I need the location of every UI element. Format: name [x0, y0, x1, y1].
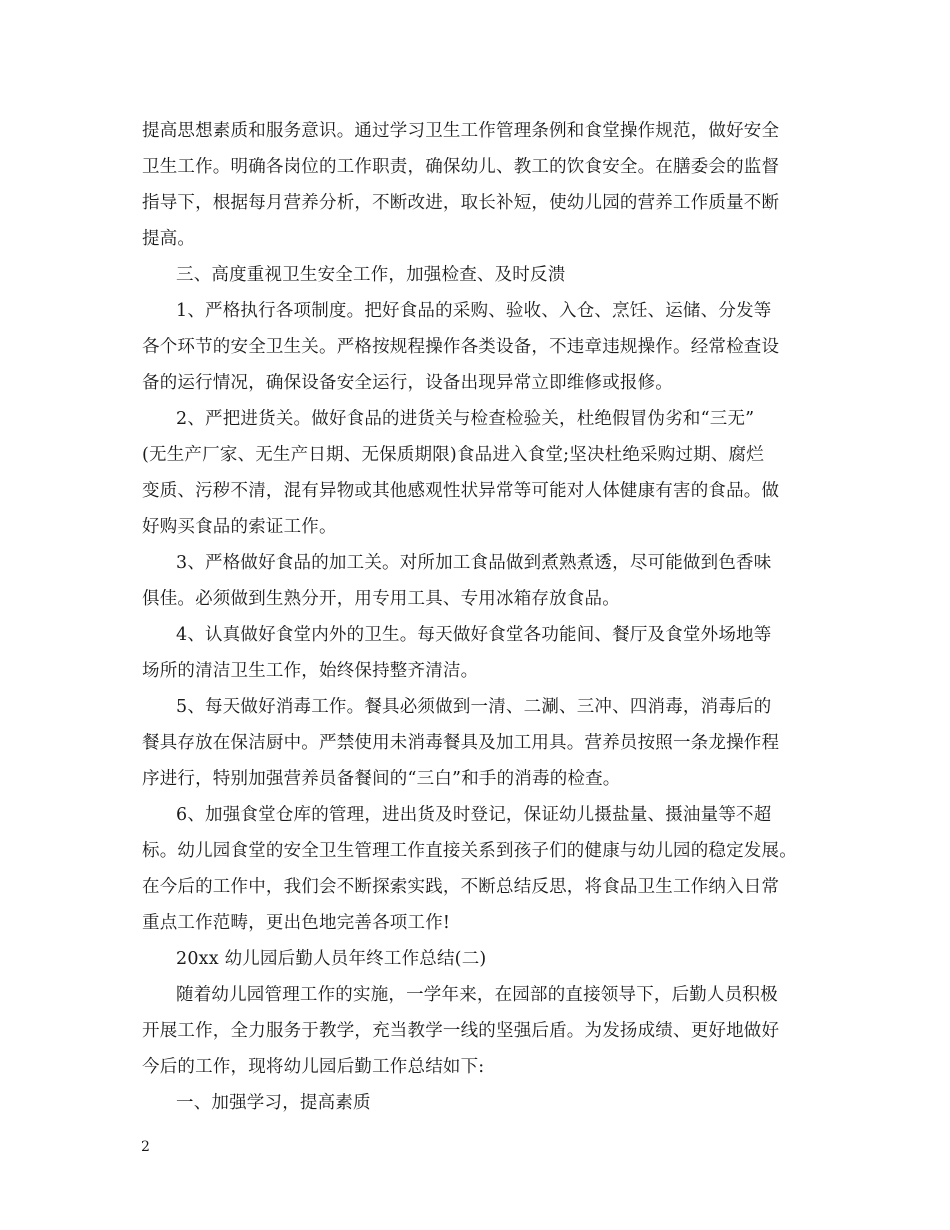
text-line: 好购买食品的索证工作。 — [142, 517, 337, 537]
text-line: 场所的清洁卫生工作，始终保持整齐清洁。 — [142, 661, 479, 681]
text-line: 在今后的工作中，我们会不断探索实践，不断总结反思，将食品卫生工作纳入日常 — [142, 877, 780, 897]
text-line: 今后的工作，现将幼儿园后勤工作总结如下: — [142, 1057, 485, 1077]
text-line: 指导下，根据每月营养分析，不断改进，取长补短，使幼儿园的营养工作质量不断 — [142, 193, 780, 213]
text-line: 提高思想素质和服务意识。通过学习卫生工作管理条例和食堂操作规范，做好安全 — [142, 121, 780, 141]
text-line: 餐具存放在保洁厨中。严禁使用未消毒餐具及加工用具。营养员按照一条龙操作程 — [142, 733, 780, 753]
text-line: 俱佳。必须做到生熟分开，用专用工具、专用冰箱存放食品。 — [142, 589, 620, 609]
text-line: 序进行，特别加强营养员备餐间的“三白”和手的消毒的检查。 — [142, 769, 621, 789]
text-line: 提高。 — [142, 229, 196, 249]
text-line: 重点工作范畴，更出色地完善各项工作! — [142, 913, 451, 933]
section-heading: 三、高度重视卫生安全工作，加强检查、及时反溃 — [176, 265, 566, 285]
text-line: 标。幼儿园食堂的安全卫生管理工作直接关系到孩子们的健康与幼儿园的稳定发展。 — [142, 841, 797, 861]
section-title: 20xx 幼儿园后勤人员年终工作总结(二) — [176, 949, 487, 969]
text-line: 变质、污秽不清，混有异物或其他感观性状异常等可能对人体健康有害的食品。做 — [142, 481, 780, 501]
text-line: 4、认真做好食堂内外的卫生。每天做好食堂各功能间、餐厅及食堂外场地等 — [176, 625, 772, 645]
page-number: 2 — [141, 1139, 150, 1155]
text-line: 2、严把进货关。做好食品的进货关与检查检验关，杜绝假冒伪劣和“三无” — [176, 409, 755, 429]
text-line: 5、每天做好消毒工作。餐具必须做到一清、二涮、三冲、四消毒，消毒后的 — [176, 697, 772, 717]
text-line: 各个环节的安全卫生关。严格按规程操作各类设备，不违章违规操作。经常检查设 — [142, 337, 780, 357]
text-line: 卫生工作。明确各岗位的工作职责，确保幼儿、教工的饮食安全。在膳委会的监督 — [142, 157, 780, 177]
text-line: 1、严格执行各项制度。把好食品的采购、验收、入仓、烹饪、运储、分发等 — [176, 301, 772, 321]
text-line: (无生产厂家、无生产日期、无保质期限)食品进入食堂;坚决杜绝采购过期、腐烂 — [142, 445, 764, 465]
text-line: 开展工作，全力服务于教学，充当教学一线的坚强后盾。为发扬成绩、更好地做好 — [142, 1021, 780, 1041]
text-line: 备的运行情况，确保设备安全运行，设备出现异常立即维修或报修。 — [142, 373, 673, 393]
text-line: 随着幼儿园管理工作的实施，一学年来，在园部的直接领导下，后勤人员积极 — [176, 985, 778, 1005]
text-line: 3、严格做好食品的加工关。对所加工食品做到煮熟煮透，尽可能做到色香味 — [176, 553, 772, 573]
text-line: 6、加强食堂仓库的管理，进出货及时登记，保证幼儿摄盐量、摄油量等不超 — [176, 805, 772, 825]
section-heading: 一、加强学习，提高素质 — [176, 1093, 371, 1113]
